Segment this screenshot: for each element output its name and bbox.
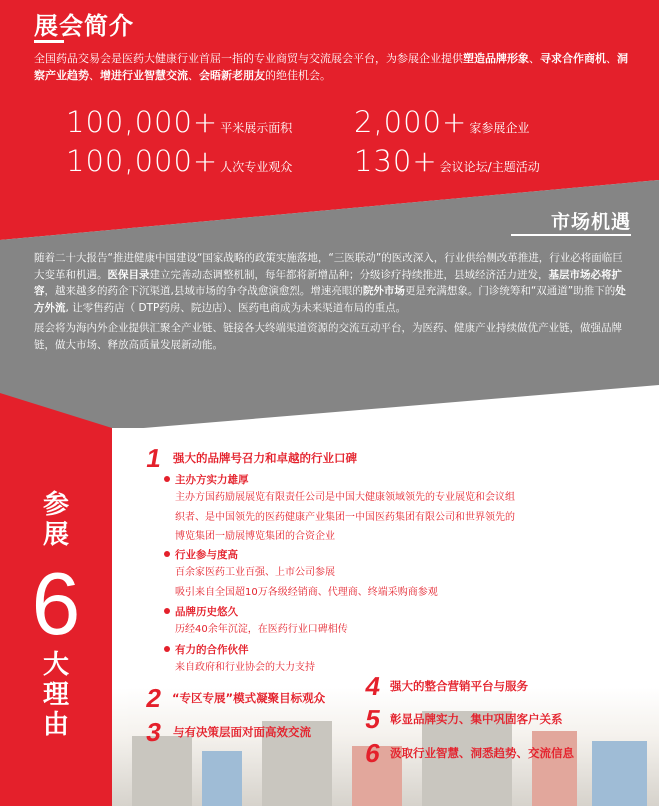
reason-body-line: 百余家医药工业百强、上市公司参展 [175, 567, 335, 578]
reason-title: 彰显品牌实力、集中巩固客户关系 [390, 712, 563, 726]
stat-exhibitors [354, 105, 529, 139]
market-text-part: 建立完善动态调整机制，每年都将新增品种；分级诊疗持续推进，县域经济活力迸发， [149, 268, 549, 281]
reason-number: 4 [363, 671, 383, 701]
intro-sep: 、 [188, 69, 199, 82]
reason-subheading: 有力的合作伙伴 [164, 642, 249, 657]
intro-highlight: 寻求合作商机 [540, 52, 606, 65]
market-text-part: , 让零售药店（ DTP药房、院边店）、医药电商成为未来渠道布局的重点。 [65, 301, 407, 314]
stat-label: 平米展示面积 [220, 121, 293, 135]
market-highlight: 院外市场 [362, 285, 405, 298]
reason-body-line: 博览集团一励展博览集团的合资企业 [175, 531, 335, 542]
reason-number: 3 [144, 717, 164, 747]
reason-body-line: 吸引来自全国超10万各级经销商、代理商、终端采购商参观 [175, 586, 438, 598]
intro-sep: 、 [529, 52, 540, 65]
reason-number: 5 [363, 704, 383, 734]
stat-number: 100,000+ [66, 144, 219, 178]
reason-title: 与有决策层面对面高效交流 [173, 725, 311, 739]
intro-highlight: 增进行业智慧交流 [100, 69, 188, 82]
market-text-part: 更是充满想象。门诊统筹和“双通道”助推下的 [404, 285, 616, 298]
sidebar-char: 大 [42, 650, 69, 680]
stat-exhibition-area [66, 105, 292, 139]
reason-body-line: 主办方国药励展展览有限责任公司是中国大健康领域领先的专业展览和会议组 [175, 492, 515, 503]
reason-title: 强大的整合营销平台与服务 [390, 679, 528, 693]
reason-number: 6 [363, 738, 383, 768]
reason-title: “专区专展”模式凝聚目标观众 [172, 691, 326, 705]
sidebar-char: 展 [42, 520, 69, 550]
market-highlight: 基层市场必将扩容 [34, 268, 622, 298]
intro-text-part: 的绝佳机会。 [265, 69, 331, 82]
stat-visitors [66, 144, 292, 178]
intro-highlight: 洞察产业趋势 [34, 52, 628, 82]
market-highlight: 处方外流 [34, 285, 626, 314]
reason-body [175, 563, 555, 602]
reason-title: 强大的品牌号召力和卓越的行业口碑 [173, 451, 357, 465]
reason-title: 汲取行业智慧、洞悉趋势、交流信息 [390, 746, 574, 760]
sidebar-char: 由 [42, 710, 69, 740]
stat-label: 会议论坛/主题活动 [439, 160, 540, 174]
reason-subheading: 行业参与度高 [164, 547, 238, 562]
reason-body-line: 历经40余年沉淀，在医药行业口碑相传 [175, 624, 348, 635]
market-text-part: 随着二十大报告“推进健康中国建设“国家战略的政策实施落地，“三医联动”的医改深入，行业供给侧改革推进，行业必将面临巨大变革和机遇。 [34, 252, 623, 281]
intro-sep: 、 [606, 52, 617, 65]
intro-highlight: 塑造品牌形象 [463, 52, 529, 65]
market-text-part: ，越来越多的药企下沉渠道,县域市场的争夺战愈演愈烈。增速亮眼的 [44, 285, 363, 298]
reason-body [175, 620, 555, 640]
market-paragraph-1 [34, 250, 626, 316]
intro-paragraph [34, 50, 630, 84]
stat-number: 2,000+ [354, 105, 468, 139]
intro-highlight: 会晤新老朋友 [199, 69, 265, 82]
stat-label: 家参展企业 [469, 121, 530, 135]
reason-body-line: 织者、是中国领先的医药健康产业集团一中国医药集团有限公司和世界领先的 [175, 511, 515, 523]
intro-title-underline [34, 40, 64, 43]
market-paragraphs [34, 250, 626, 354]
market-highlight: 医保目录 [107, 268, 150, 281]
market-title: 市场机遇 [550, 211, 631, 233]
stat-label: 人次专业观众 [220, 160, 293, 174]
stat-forums [354, 144, 540, 178]
intro-sep: 、 [89, 69, 100, 82]
market-paragraph-2: 展会将为海内外企业提供汇聚全产业链、链接各大终端渠道资源的交流互动平台，为医药、健康产业持续做优产业链，做强品牌链，做大市场、释放高质量发展新动能。 [34, 322, 622, 351]
intro-text-part: 全国药品交易会是医药大健康行业首屈一指的专业商贸与交流展会平台，为参展企业提供 [34, 52, 463, 65]
stat-number: 100,000+ [66, 105, 219, 139]
sidebar-heading-top [0, 490, 112, 550]
sidebar-heading-bottom [0, 650, 112, 740]
market-title-underline [511, 234, 631, 236]
reason-body-line: 来自政府和行业协会的大力支持 [175, 662, 315, 673]
reason-subheading: 品牌历史悠久 [164, 604, 238, 619]
reason-number: 2 [144, 683, 164, 713]
reason-number: 1 [144, 443, 164, 473]
reason-subheading: 主办方实力雄厚 [164, 472, 249, 487]
intro-title: 展会简介 [34, 12, 134, 40]
sidebar-char: 理 [42, 680, 69, 710]
stat-number: 130+ [354, 144, 438, 178]
sidebar-char: 参 [42, 490, 69, 520]
sidebar-six: 6 [31, 554, 81, 653]
reason-body [175, 488, 555, 547]
